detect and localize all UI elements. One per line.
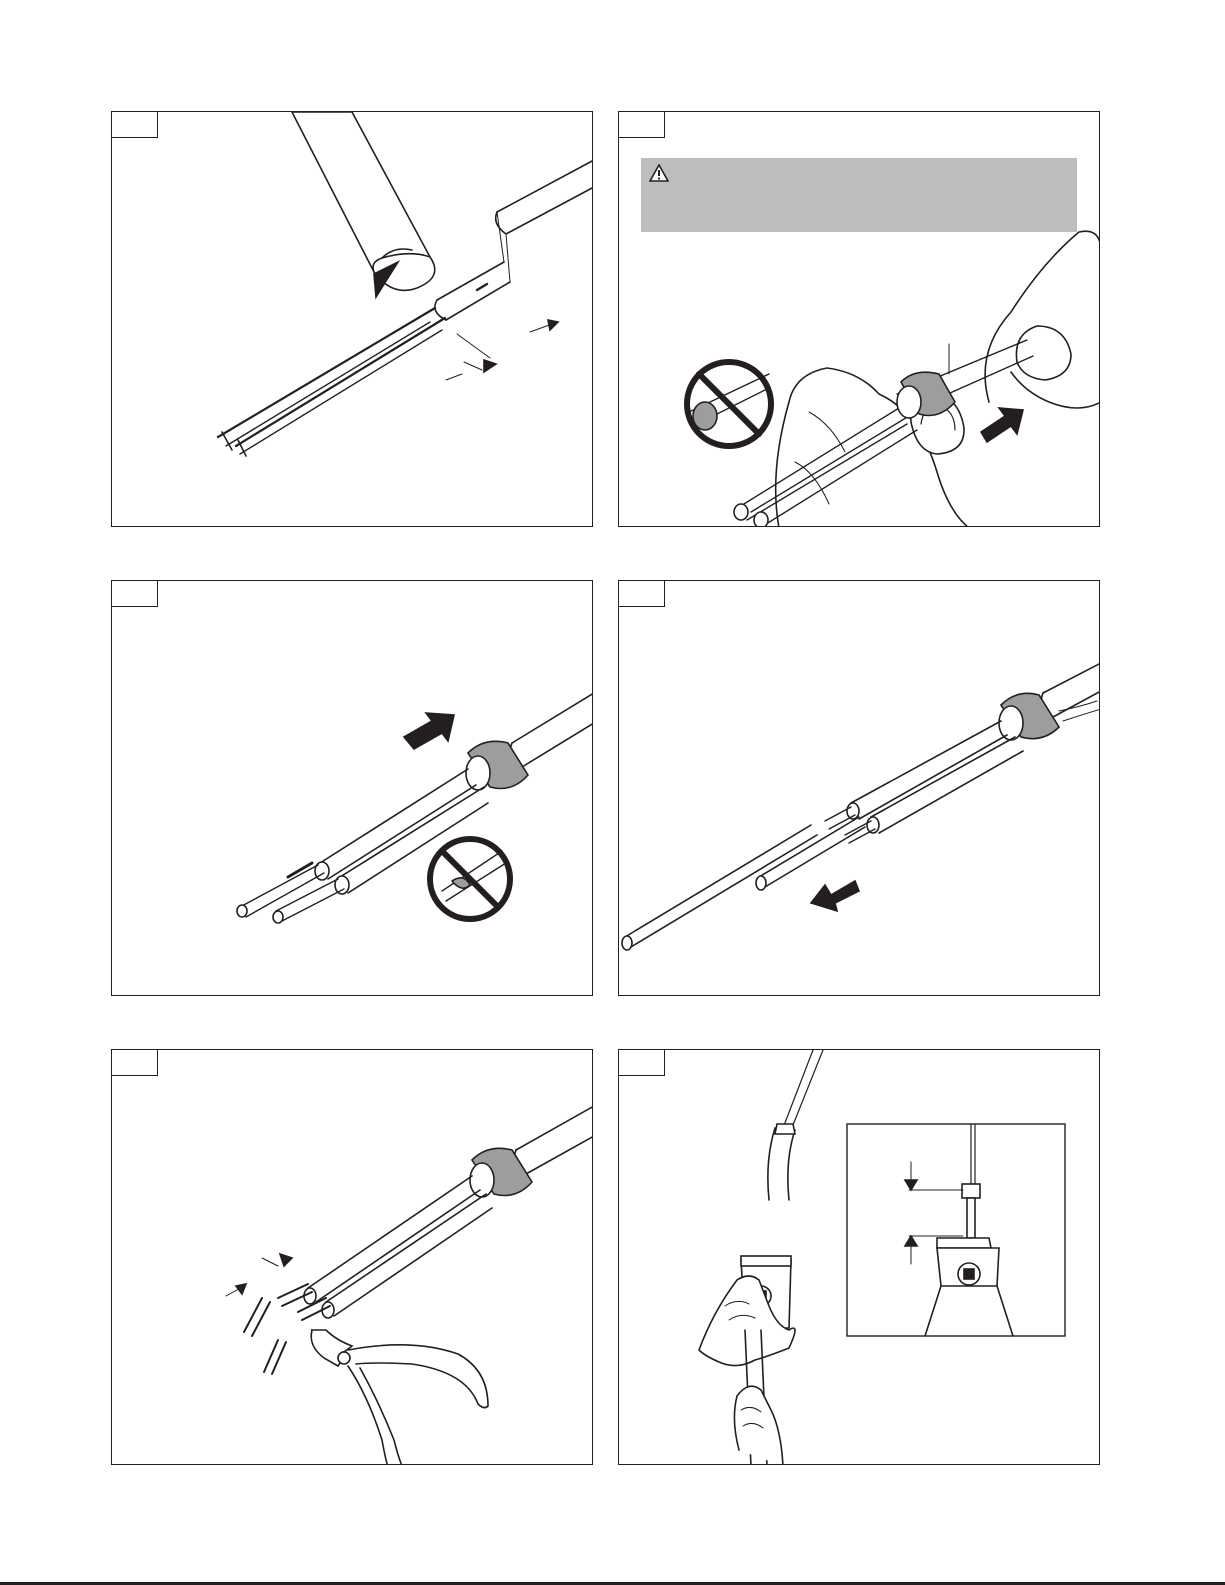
cutter-trim-illustration: [112, 1050, 593, 1465]
step-panel-2: [618, 111, 1100, 527]
sleeve-slide-illustration: [112, 581, 593, 996]
step-panel-3: [111, 580, 593, 996]
step-panel-6: [618, 1049, 1100, 1465]
marker-on-cable-illustration: [112, 112, 593, 527]
step-panel-1: [111, 111, 593, 527]
step-number: [112, 112, 158, 138]
crimp-check-illustration: [619, 1050, 1100, 1465]
warning-triangle-icon: [649, 164, 669, 182]
tube-removal-illustration: [619, 581, 1100, 996]
step-number: [619, 112, 665, 138]
step-number: [112, 581, 158, 607]
step-panel-5: [111, 1049, 593, 1465]
step-panel-4: [618, 580, 1100, 996]
warning-box: [641, 158, 1077, 232]
step-number: [619, 1050, 665, 1076]
step-number: [112, 1050, 158, 1076]
step-number: [619, 581, 665, 607]
